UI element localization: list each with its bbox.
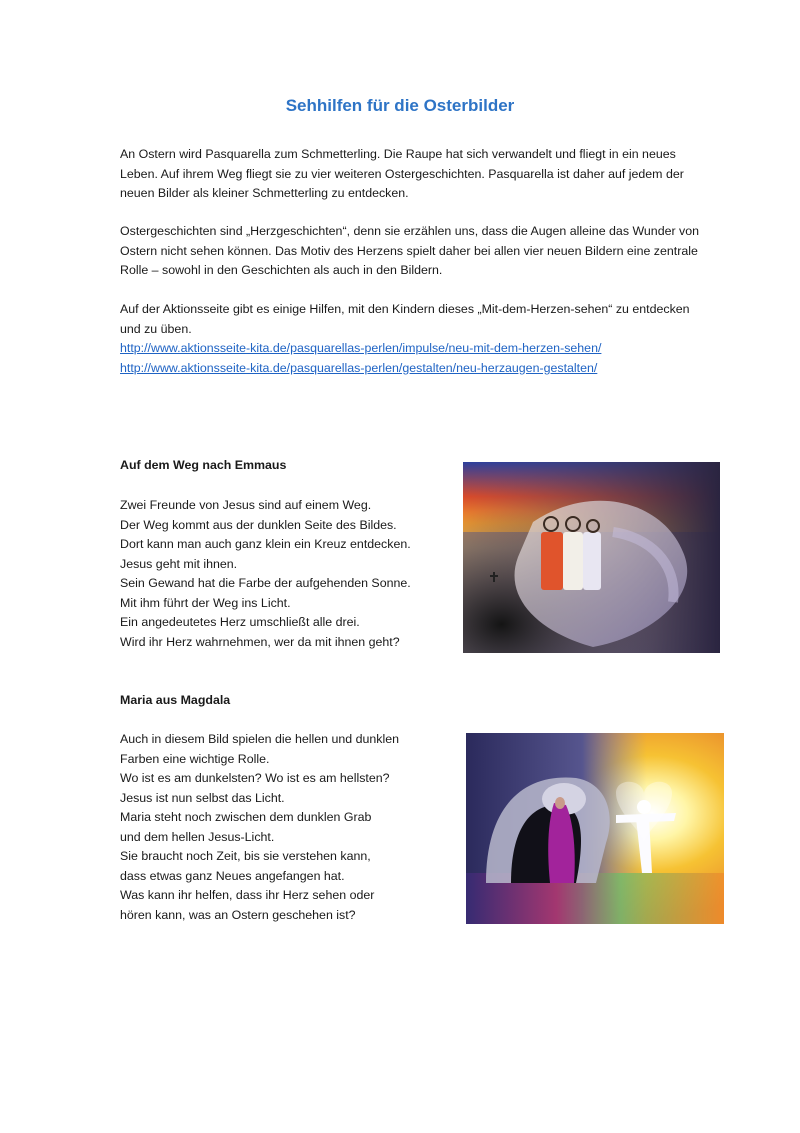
poem-line: Dort kann man auch ganz klein ein Kreuz entdecken.	[120, 537, 411, 551]
poem-line: und dem hellen Jesus-Licht.	[120, 829, 275, 844]
link-mit-dem-herzen-sehen[interactable]: http://www.aktionsseite-kita.de/pasquarellas-perlen/impulse/neu-mit-dem-herzen-sehen/	[120, 341, 602, 355]
page-title: Sehhilfen für die Osterbilder	[285, 96, 515, 115]
intro-text-3: Auf der Aktionsseite gibt es einige Hilfen, mit den Kindern dieses „Mit-dem-Herzen-sehen“ zu entdecken und zu üben.	[120, 302, 690, 336]
poem-line: Jesus ist nun selbst das Licht.	[120, 790, 285, 805]
intro-paragraph-2	[120, 222, 710, 281]
poem-line: Sie braucht noch Zeit, bis sie verstehen kann,	[120, 849, 371, 863]
poem-line: Farben eine wichtige Rolle.	[120, 751, 270, 766]
intro-text-2: Ostergeschichten sind „Herzgeschichten“, denn sie erzählen uns, dass die Augen alleine das Wunder von Ostern nicht sehen können. Das Motiv des Herzens spielt daher bei allen vier neuen Bildern eine zentrale Rolle – sowohl in den Geschichten als auch in den Bildern.	[120, 224, 700, 277]
poem-line: Der Weg kommt aus der dunklen Seite des Bildes.	[120, 517, 397, 532]
poem-emmaus	[120, 496, 450, 652]
poem-line: Zwei Freunde von Jesus sind auf einem Weg.	[120, 498, 372, 512]
poem-line: Mit ihm führt der Weg ins Licht.	[120, 595, 291, 610]
intro-text-1: An Ostern wird Pasquarella zum Schmetterling. Die Raupe hat sich verwandelt und fliegt in ein neues Leben. Auf ihrem Weg fliegt sie zu vier weiteren Ostergeschichten. Pasquarella ist daher auf jedem der neuen Bilder als kleiner Schmetterling zu entdecken.	[120, 147, 684, 200]
poem-line: Auch in diesem Bild spielen die hellen und dunklen	[120, 732, 399, 746]
poem-line: dass etwas ganz Neues angefangen hat.	[120, 868, 345, 883]
poem-line: Ein angedeutetes Herz umschließt alle drei.	[120, 615, 360, 629]
section-heading-emmaus: Auf dem Weg nach Emmaus	[120, 458, 287, 472]
link-herzaugen-gestalten[interactable]: http://www.aktionsseite-kita.de/pasquarellas-perlen/gestalten/neu-herzaugen-gestalten/	[120, 360, 598, 375]
intro-paragraph-3	[120, 300, 710, 378]
poem-magdala	[120, 730, 450, 925]
emmaus-painting	[463, 462, 720, 653]
poem-line: Wird ihr Herz wahrnehmen, wer da mit ihnen geht?	[120, 634, 400, 649]
poem-line: Was kann ihr helfen, dass ihr Herz sehen oder	[120, 888, 375, 902]
intro-paragraph-1	[120, 145, 710, 204]
poem-line: Maria steht noch zwischen dem dunklen Grab	[120, 810, 372, 824]
magdala-painting	[466, 733, 724, 924]
poem-line: Jesus geht mit ihnen.	[120, 556, 238, 571]
poem-line: Wo ist es am dunkelsten? Wo ist es am hellsten?	[120, 771, 390, 785]
poem-line: hören kann, was an Ostern geschehen ist?	[120, 907, 356, 922]
poem-line: Sein Gewand hat die Farbe der aufgehenden Sonne.	[120, 576, 411, 590]
section-heading-magdala: Maria aus Magdala	[120, 693, 231, 707]
